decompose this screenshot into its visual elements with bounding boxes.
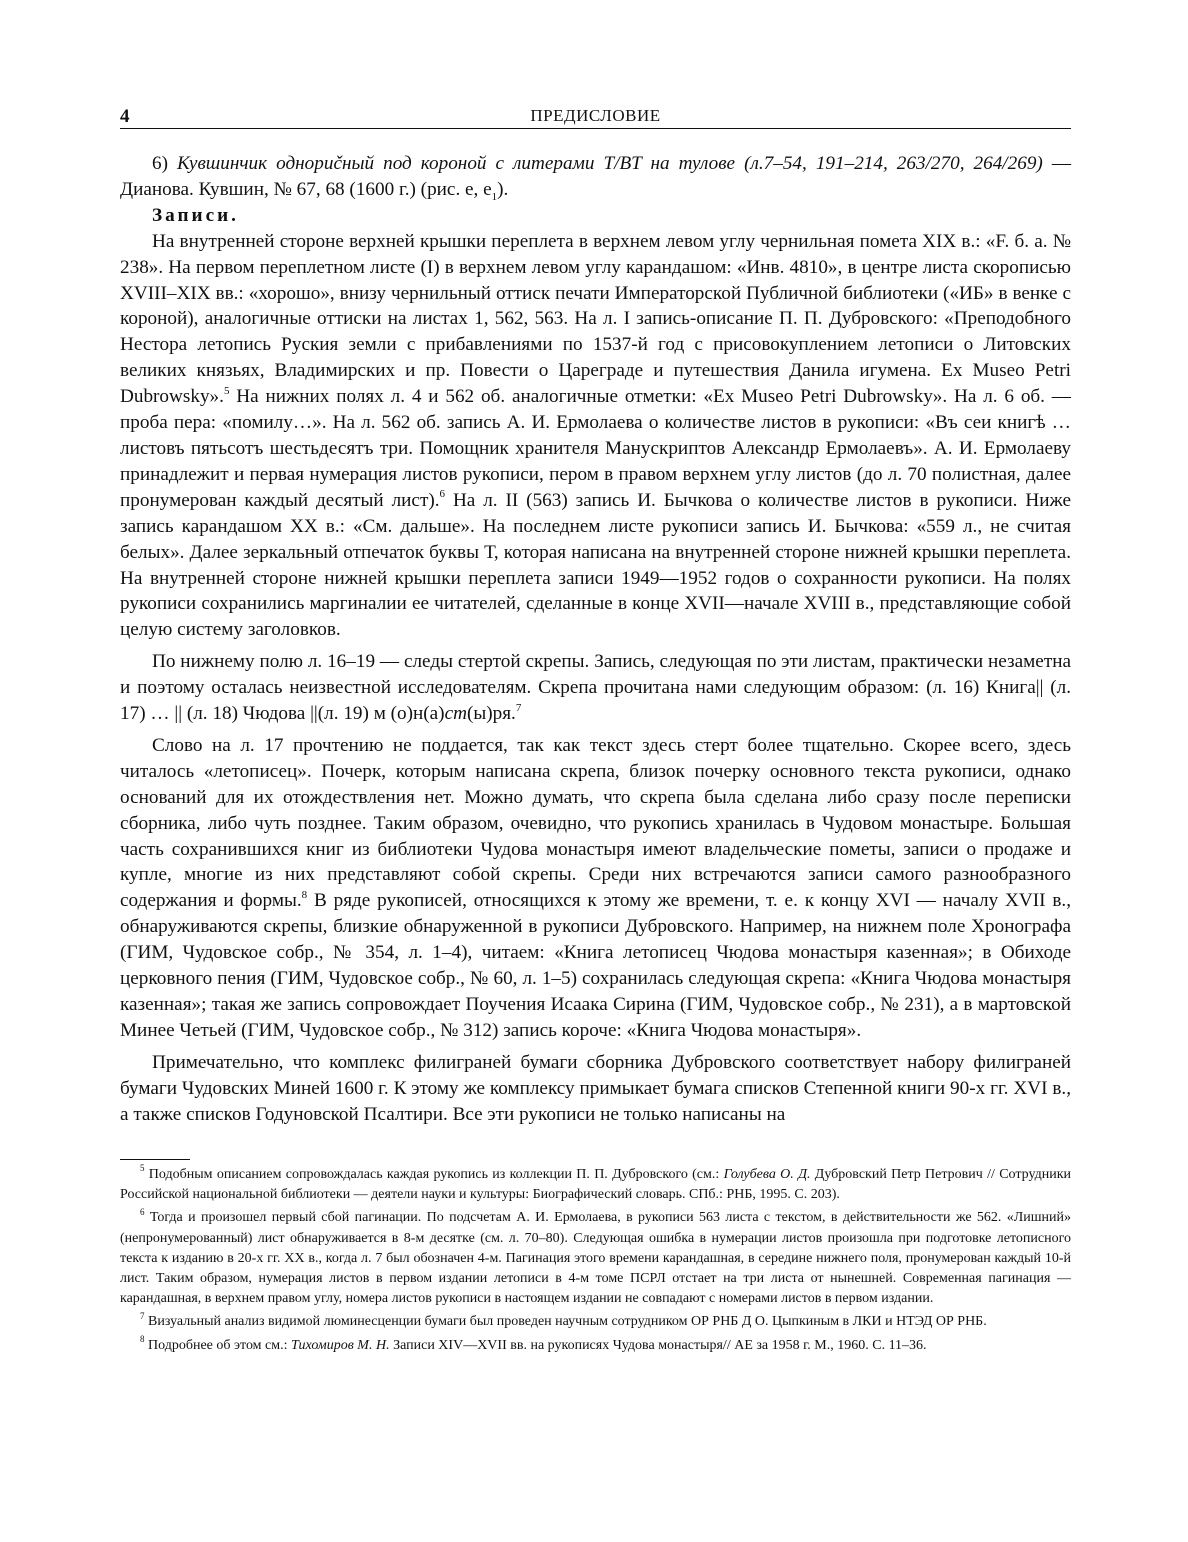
- footnote-7: [120, 1312, 1071, 1332]
- footnote-text: Тогда и произошел первый сбой пагинации. По подсчетам А. И. Ермолаева, в рукописи 563 листа с текстом, в действительности же 562. «Лишний» (непронумерованный) лист обнаруживается в 8-м десятке (см. л. 70–80). Следующая ошибка в нумерации листов произошла при подготовке летописного текста к изданию в 20-х гг. XX в., когда л. 7 был обозначен 4-м. Пагинация этого времени карандашная, в середине нижнего поля, пронумерован каждый 10-й лист. Таким образом, нумерация листов в первом издании летописи в 4-м томе ПСРЛ отстает на три листа от нынешней. Современная пагинация — карандашная, в верхнем правом углу, номера листов рукописи в настоящем издании не совпадают с номерами листов в первом издании.: [120, 1210, 1071, 1307]
- footnote-author: Тихомиров М. Н.: [291, 1337, 390, 1353]
- paragraph-text: На внутренней стороне верхней крышки переплета в верхнем левом углу чернильная помета XIX в.: «F. б. а. № 238». На первом переплетном листе (I) в верхнем левом углу карандашом: «Инв. 4810», в центре листа скорописью XVIII–XIX вв.: «хорошо», внизу чернильный оттиск печати Императорской Публичной библиотеки («ИБ» в венке с короной), аналогичные оттиски на листах 1, 562, 563. На л. I запись-описание П. П. Дубровского: «Преподобного Нестора летопись Руския земли с прибавлениями по 1537-й год с присовокуплением летописи о Литовских великих князьях, Владимирских и пр. Повести о Цареграде и путешествия Данила игумена. Ex Museo Petri Dubrowsky».: [120, 230, 1071, 408]
- paragraph-watermark-6: [120, 151, 1071, 203]
- page: [120, 100, 1072, 1353]
- footnote-5: [120, 1165, 1071, 1205]
- footnote-text: Визуальный анализ видимой люминесценции бумаги был проведен научным сотрудником ОР РНБ Д О. Цыпкиным в ЛКИ и НТЭД ОР РНБ.: [144, 1314, 987, 1330]
- figure-subscript: 1: [491, 190, 498, 203]
- footnote-mark: 8: [140, 1333, 145, 1344]
- footnote-mark: 7: [140, 1310, 145, 1321]
- item-number: 6): [152, 153, 178, 174]
- section-heading-text: Записи.: [152, 204, 239, 226]
- footnote-text: Подробнее об этом см.:: [144, 1337, 291, 1353]
- paragraph-text: В ряде рукописей, относящихся к этому же времени, т. е. к концу XVI — началу XVII в., обнаруживаются скрепы, близкие обнаруженной в рукописи Дубровского. Например, на нижнем поле Хронографа (ГИМ, Чудовское собр., № 354, л. 1–4), читаем: «Книга летописец Чюдова монастыря казенная»; в Обиходе церковного пения (ГИМ, Чудовское собр., № 60, л. 1–5) сохранилась следующая скрепа: «Книга Чюдова монастыря казенная»; такая же запись сопровождает Поучения Исаака Сирина (ГИМ, Чудовское собр., № 231), а в мартовской Минее Четьей (ГИМ, Чудовское собр., № 312) запись короче: «Книга Чюдова монастыря».: [120, 890, 1072, 1041]
- footnote-text: Записи XIV—XVII вв. на рукописях Чудова монастыря// АЕ за 1958 г. М., 1960. С. 11–36.: [389, 1337, 927, 1353]
- paragraph-text: На л. II (563) запись И. Бычкова о количестве листов в рукописи. Ниже запись карандашом XX в.: «См. дальше». На последнем листе рукописи запись И. Бычкова: «559 л., не считая белых». Далее зеркальный отпечаток буквы Т, которая написана на внутренней стороне нижней крышки переплета. На внутренней стороне нижней крышки переплета записи 1949—1952 годов о сохранности рукописи. На полях рукописи сохранились маргиналии ее читателей, сделанные в конце XVII—начале XVIII в., представляющие собой целую систему заголовков.: [120, 489, 1071, 641]
- section-heading: [120, 203, 1071, 229]
- footnote-text: Подобным описанием сопровождалась каждая рукопись из коллекции П. П. Дубровского (см.:: [144, 1167, 724, 1182]
- paragraph-inscriptions: [120, 229, 1071, 644]
- running-header: [120, 100, 1071, 129]
- footnote-text: Дубровский Петр Петрович // Сотрудники Российской национальной библиотеки — деятели науки и культуры: Биографический словарь. СПб.: РНБ, 1995. С. 203).: [120, 1167, 1071, 1203]
- footnote-ref-7[interactable]: 7: [515, 701, 522, 714]
- watermark-reference: — Дианова. Кувшин, № 67, 68 (1600 г.) (рис. e, e: [120, 153, 1072, 200]
- paragraph-text: По нижнему полю л. 16–19 — следы стертой скрепы. Запись, следующая по эти листам, практически незаметна и поэтому осталась неизвестной исследователям. Скрепа прочитана нами следующим образом: (л. 16) Книга|| (л. 17) … || (л. 18) Чюдова ||(л. 19) м (о)н(а): [120, 651, 1071, 725]
- page-number: 4: [120, 106, 130, 127]
- running-title: ПРЕДИСЛОВИЕ: [530, 106, 661, 125]
- footnote-8: [120, 1333, 1071, 1356]
- paragraph-word-l17: [120, 733, 1071, 1044]
- footnote-mark: 6: [140, 1206, 145, 1217]
- paragraph-filigree: Примечательно, что комплекс филиграней бумаги сборника Дубровского соответствует набору филиграней бумаги Чудовских Миней 1600 г. К этому же комплексу примыкает бумага списков Степенной книги 90-х гг. XVI в., а также списков Годуновской Псалтири. Все эти рукописи не только написаны на: [120, 1051, 1071, 1125]
- footnote-ref-6[interactable]: 6: [439, 488, 446, 501]
- footnote-ref-8[interactable]: 8: [301, 888, 308, 901]
- footnote-author: Голубева О. Д.: [723, 1167, 811, 1182]
- paragraph-skrepa: [120, 649, 1071, 727]
- footnotes: [120, 1159, 1071, 1359]
- watermark-description: Кувшинчик однорučный под короной с литерами T/BT на тулове (л.7–54, 191–214, 263/270, 264/269): [177, 153, 1043, 174]
- footnote-mark: 5: [140, 1163, 145, 1174]
- italic-fragment: ст: [444, 703, 467, 725]
- paragraph-text: Слово на л. 17 прочтению не поддается, так как текст здесь стерт более тщательно. Скорее всего, здесь читалось «летописец». Почерк, которым написана скрепа, близок почерку основного текста рукописи, однако оснований для их отождествления нет. Можно думать, что скрепа была сделана либо сразу после переписки сборника, либо чуть позднее. Таким образом, очевидно, что рукопись хранилась в Чудовом монастыре. Большая часть сохранившихся книг из библиотеки Чудова монастыря имеют владельческие пометы, записи о продаже и купле, многие из них представляют собой скрепы. Среди них встречаются записи самого разнообразного содержания и формы.: [120, 734, 1071, 912]
- footnote-rule: [120, 1159, 190, 1160]
- footnote-ref-5[interactable]: 5: [223, 384, 230, 397]
- watermark-reference-end: ).: [497, 178, 509, 200]
- main-text: [120, 151, 1071, 1128]
- paragraph-text: На нижних полях л. 4 и 562 об. аналогичные отметки: «Ex Museo Petri Dubrowsky». На л. 6 об. — проба пера: «помилу…». На л. 562 об. запись А. И. Ермолаева о количестве листов в рукописи: «Въ сеи книгѣ … листовъ пятьсотъ шестьдесятъ три. Помощник хранителя Манускриптов Александр Ермолаевъ». А. И. Ермолаеву принадлежит и первая нумерация листов рукописи, пером в правом верхнем углу листов (до л. 70 полистная, далее пронумерован каждый десятый лист).: [120, 386, 1071, 511]
- footnote-6: [120, 1208, 1071, 1309]
- paragraph-text: (ы)ря.: [466, 703, 516, 725]
